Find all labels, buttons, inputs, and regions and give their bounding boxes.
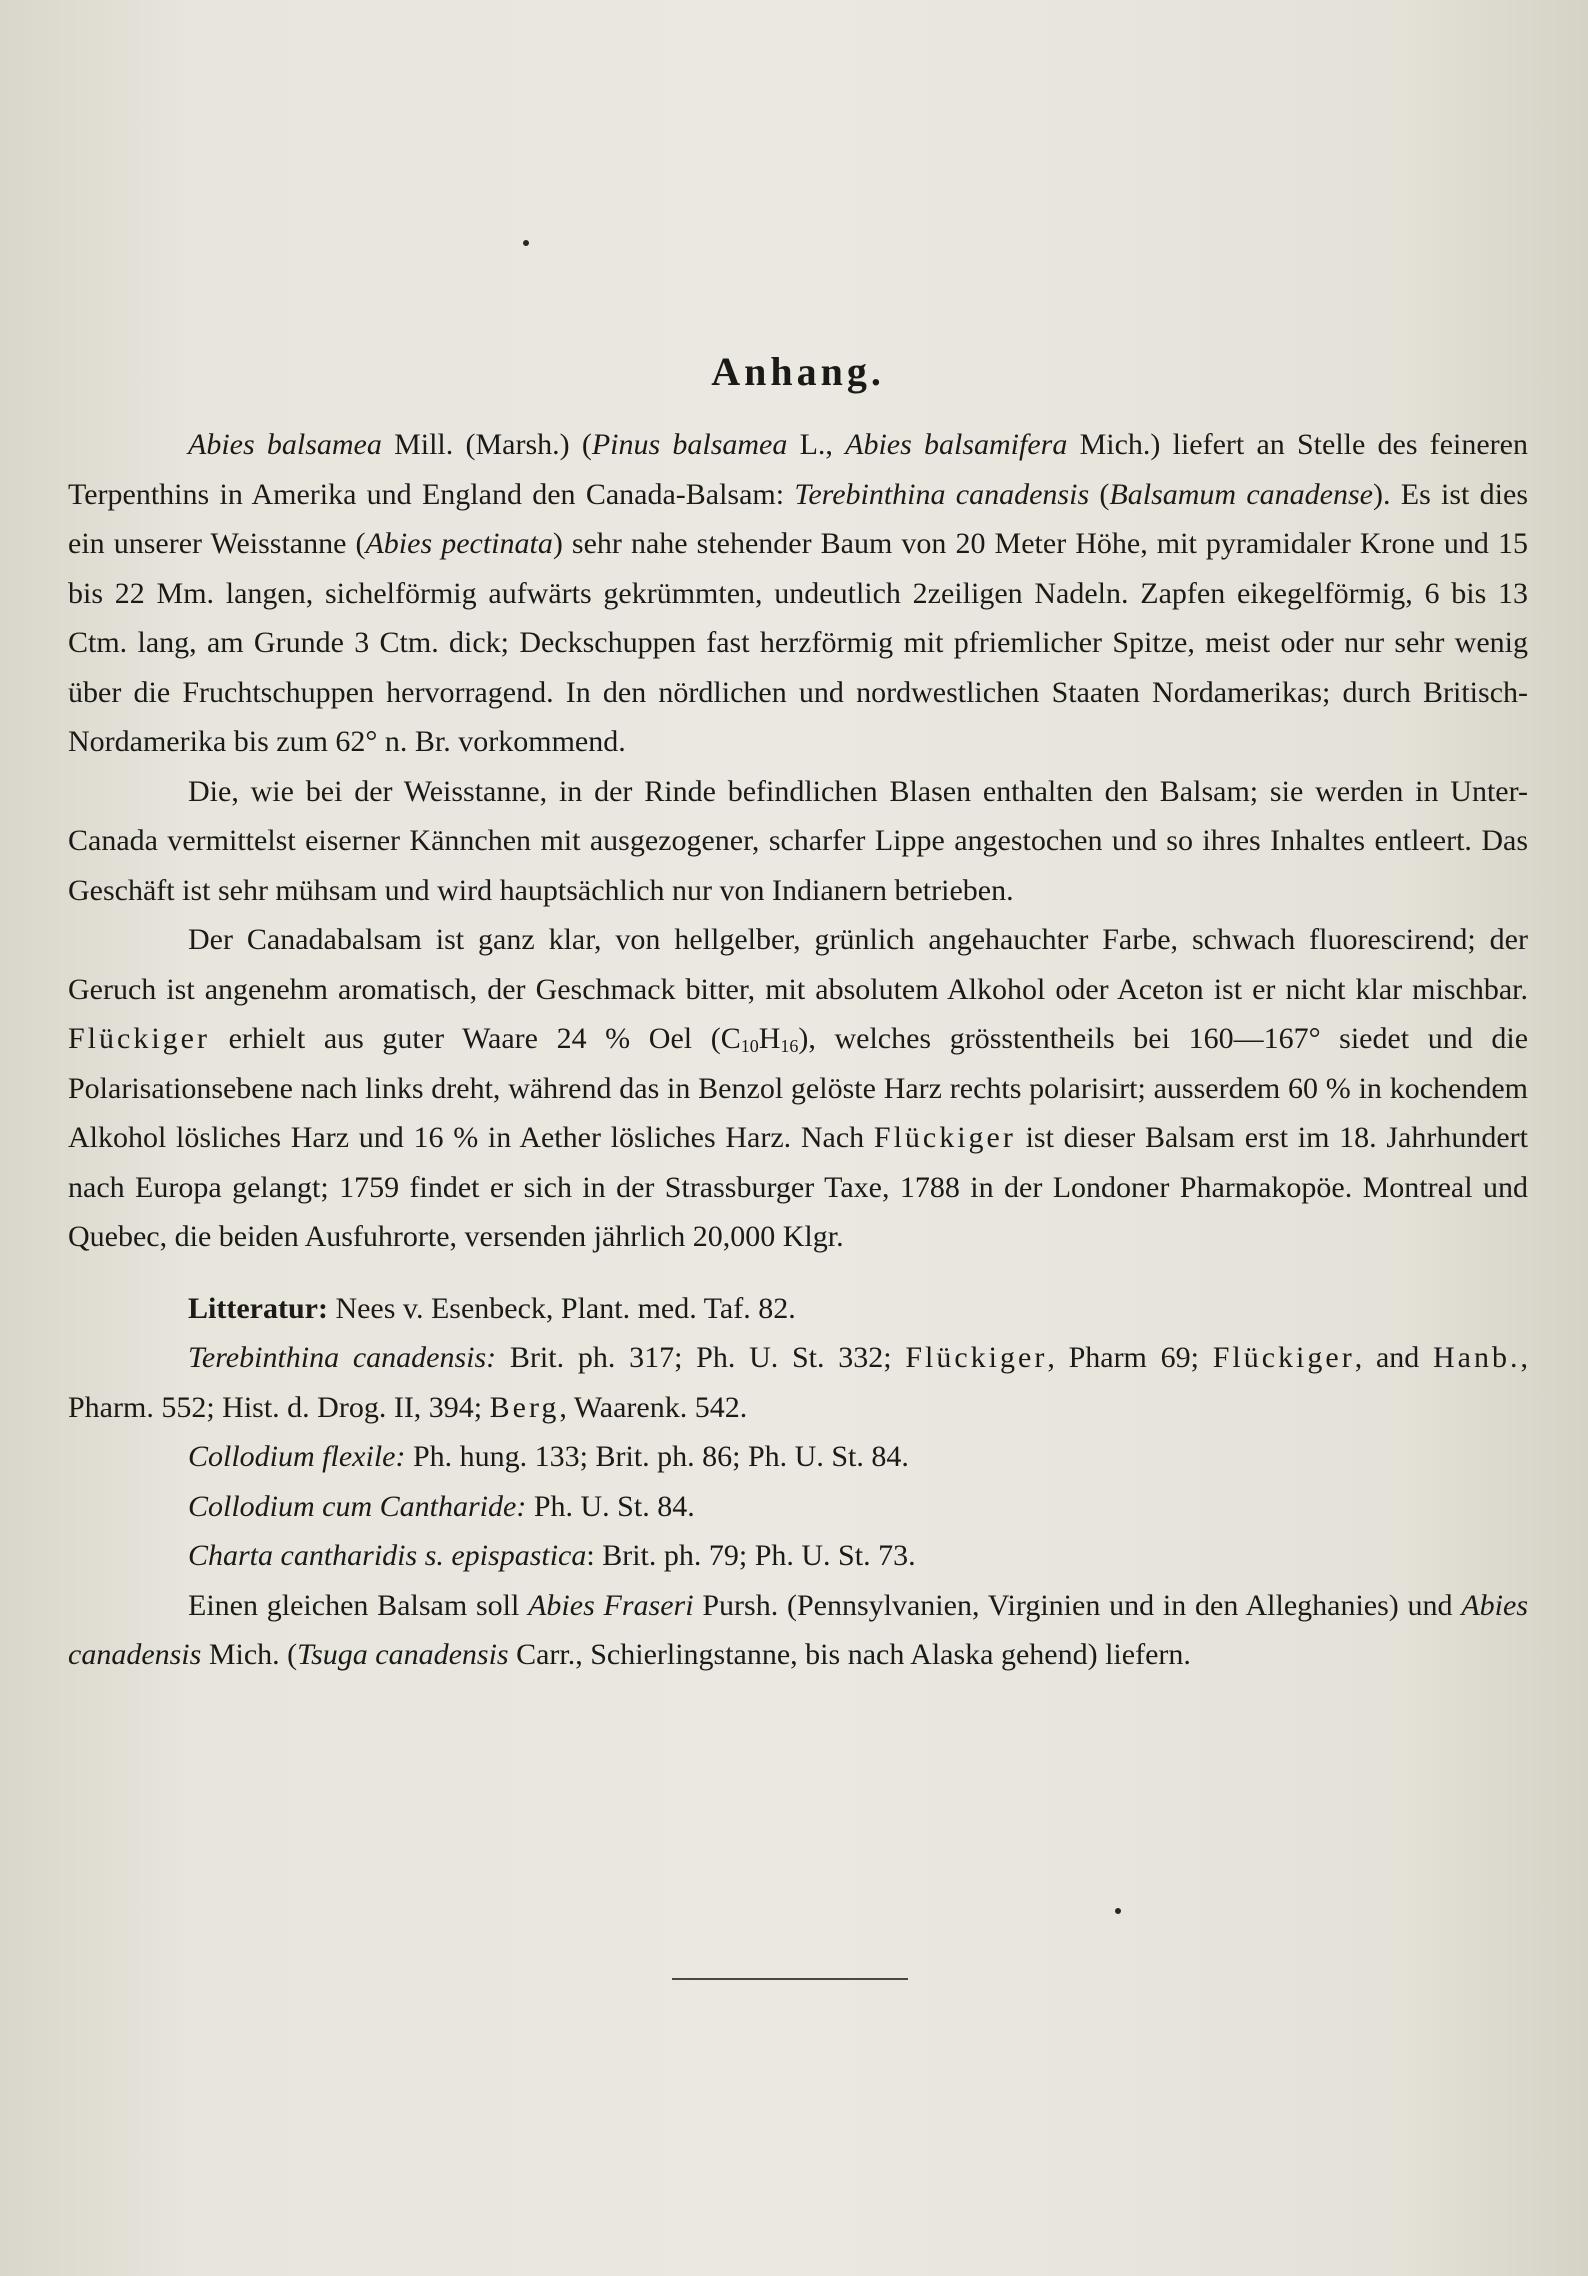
text-block xyxy=(68,340,1528,1680)
text-run: , and xyxy=(1354,1341,1434,1374)
text-run: Nees v. Esenbeck, Plant. med. Taf. 82. xyxy=(327,1291,796,1325)
text-run: Tsuga canadensis xyxy=(297,1638,509,1671)
literature-terebinthina xyxy=(68,1333,1528,1432)
text-run: Charta cantharidis s. epispastica xyxy=(188,1539,587,1572)
text-run: Einen gleichen Balsam soll xyxy=(188,1588,529,1622)
text-run: Abies pectinata xyxy=(365,527,553,560)
text-run: Ph. U. St. 84. xyxy=(526,1489,695,1523)
text-run: Ph. hung. 133; Brit. ph. 86; Ph. U. St. 84. xyxy=(405,1440,909,1473)
page-title: Anhang. xyxy=(711,349,885,394)
text-run: Abies balsamifera xyxy=(845,428,1068,461)
text-run: erhielt aus guter Waare 24 % Oel (C xyxy=(209,1022,741,1055)
page-speck xyxy=(523,240,529,246)
text-run: Mich.) liefert an Stelle des feineren Terpenthins in Amerika und England den Canada-Balsam: xyxy=(68,428,1528,511)
text-run: ), welches grösstentheils bei 160—167° siedet und die Polarisationsebene nach links dreht, während das in Benzol gelöste Harz rechts polarisirt; ausserdem 60 % in kochendem Alkohol lösliches Harz und 16 % in Aether lösliches Harz. Nach xyxy=(68,1022,1529,1154)
text-run: , Pharm 69; xyxy=(1047,1341,1213,1374)
paragraph-harvest xyxy=(68,767,1528,916)
paragraph-other-species xyxy=(68,1581,1528,1680)
text-run: Carr., Schierlingstanne, bis nach Alaska gehend) liefern. xyxy=(508,1638,1191,1671)
text-run: Abies Fraseri xyxy=(528,1588,694,1622)
text-run: Brit. ph. 317; Ph. U. St. 332; xyxy=(496,1341,906,1374)
separator-rule xyxy=(672,1978,908,1980)
text-run: ) sehr nahe stehender Baum von 20 Meter Höhe, mit pyramidaler Krone und 15 bis 22 Mm. langen, sichelförmig aufwärts gekrümmten, undeutlich 2zeiligen Nadeln. Zapfen eikegelförmig, 6 bis 13 Ctm. lang, am Grunde 3 Ctm. dick; Deckschuppen fast herzförmig mit pfriemlicher Spitze, meist oder nur sehr wenig über die Fruchtschuppen hervorragend. In den nördlichen und nordwestlichen Staaten Nordamerikas; durch Britisch-Nordamerika bis zum 62° n. Br. vorkommend. xyxy=(68,527,1528,758)
text-run: : Brit. ph. 79; Ph. U. St. 73. xyxy=(586,1539,916,1572)
text-run: 10 xyxy=(740,1036,759,1056)
literature-section xyxy=(68,1284,1528,1680)
text-run: ). Es ist dies ein unserer Weisstanne ( xyxy=(68,477,1528,560)
text-run: ist dieser Balsam erst im 18. Jahrhundert nach Europa gelangt; 1759 findet er sich in der Strassburger Taxe, 1788 in der Londoner Pharmakopöe. Montreal und Quebec, die beiden Ausfuhrorte, versenden jährlich 20,000 Klgr. xyxy=(68,1121,1528,1253)
text-run: Terebinthina canadensis: xyxy=(188,1341,497,1374)
text-run: Der Canadabalsam ist ganz klar, von hellgelber, grünlich angehauchter Farbe, schwach fluorescirend; der Geruch ist angenehm aromatisch, der Geschmack bitter, mit absolutem Alkohol oder Aceton ist er nicht klar mischbar. xyxy=(68,923,1528,1006)
text-run: Balsamum canadense xyxy=(1109,477,1373,511)
literature-collodium-flexile xyxy=(68,1432,1528,1482)
literature-collodium-cantharide xyxy=(68,1482,1528,1532)
page-speck xyxy=(1115,1908,1121,1914)
text-run: Flückiger xyxy=(68,1022,210,1055)
text-run: Flückiger xyxy=(905,1341,1048,1374)
text-run: H xyxy=(758,1022,781,1055)
text-run: , Waarenk. 542. xyxy=(559,1390,748,1424)
literature-heading-line xyxy=(68,1284,1528,1334)
literature-charta xyxy=(68,1531,1528,1581)
text-run: Mich. ( xyxy=(201,1638,298,1671)
text-run: Pinus balsamea xyxy=(591,428,788,461)
text-run: Die, wie bei der Weisstanne, in der Rinde befindlichen Blasen enthalten den Balsam; sie werden in Unter-Canada vermittelst eiserner Kännchen mit ausgezogener, scharfer Lippe angestochen und so ihres Inhaltes entleert. Das Geschäft ist sehr mühsam und wird hauptsächlich nur von Indianern betrieben. xyxy=(68,774,1528,907)
paragraph-properties xyxy=(68,915,1528,1262)
text-run: Berg xyxy=(489,1390,560,1424)
text-run: Pursh. (Pennsylvanien, Virginien und in den Alleghanies) und xyxy=(693,1588,1462,1622)
text-run: Terebinthina canadensis xyxy=(794,477,1090,511)
text-run: ( xyxy=(1089,477,1110,511)
text-run: Mill. (Marsh.) ( xyxy=(381,428,592,461)
text-run: Abies canadensis xyxy=(68,1588,1529,1671)
text-run: Flückiger xyxy=(1212,1341,1355,1374)
text-run: 16 xyxy=(780,1036,799,1056)
text-run: L., xyxy=(787,428,846,461)
text-run: Collodium cum Cantharide: xyxy=(188,1489,527,1523)
text-run: Flückiger xyxy=(873,1121,1016,1154)
text-run: Collodium flexile: xyxy=(188,1440,406,1473)
text-run: Litteratur: xyxy=(188,1291,328,1325)
text-run: , Pharm. 552; Hist. d. Drog. II, 394; xyxy=(68,1341,1528,1424)
paragraph-abies-balsamea xyxy=(68,420,1528,767)
text-run: Abies balsamea xyxy=(188,428,382,461)
text-run: Hanb. xyxy=(1433,1341,1521,1374)
